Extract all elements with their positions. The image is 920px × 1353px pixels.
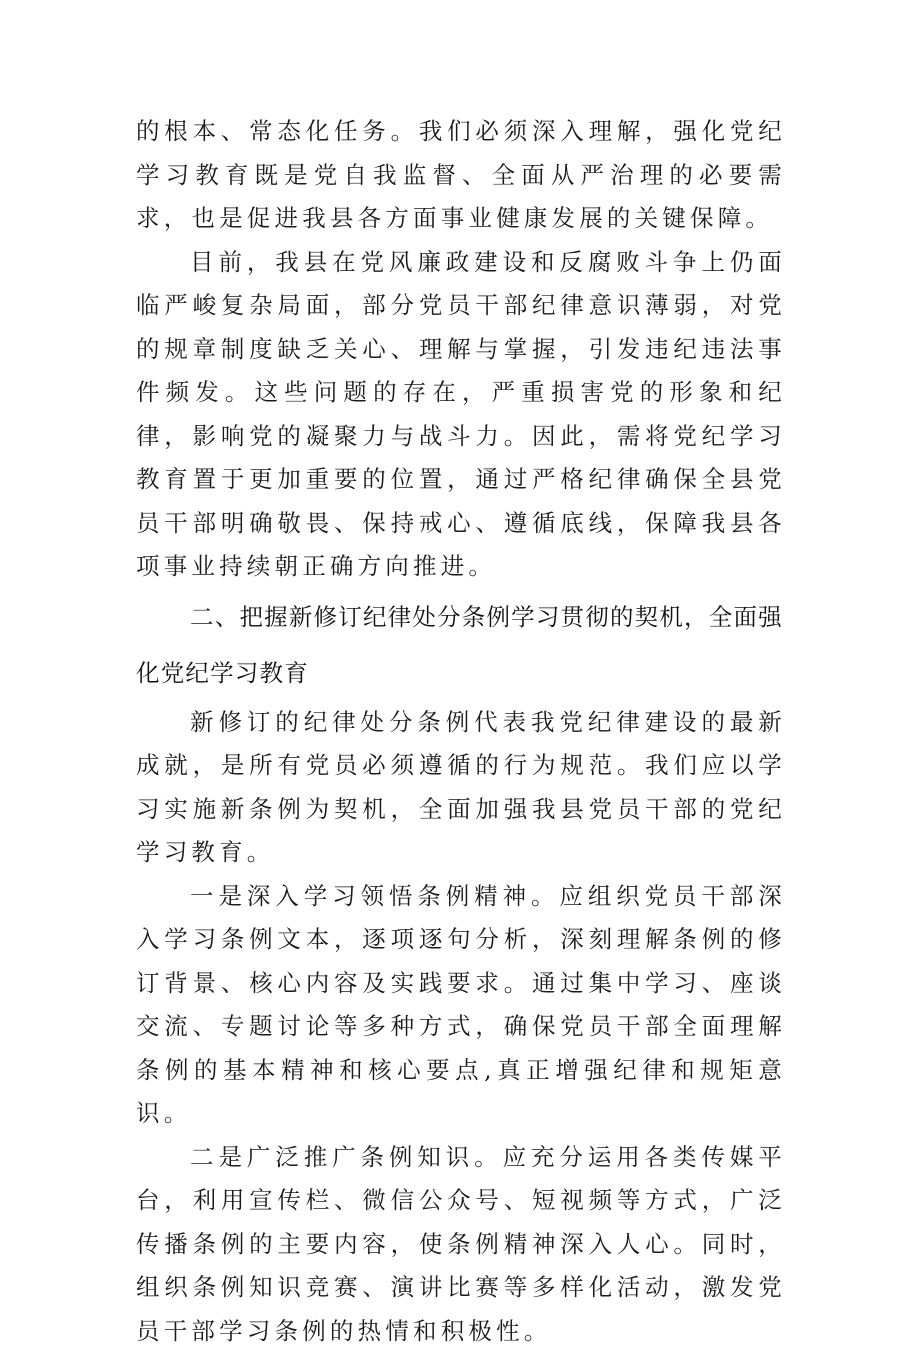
paragraph-continued: 的根本、常态化任务。我们必须深入理解，强化党纪学习教育既是党自我监督、全面从严治理的必要需求，也是促进我县各方面事业健康发展的关键保障。: [136, 110, 786, 241]
paragraph-current-situation: 目前，我县在党风廉政建设和反腐败斗争上仍面临严峻复杂局面，部分党员干部纪律意识薄弱，对党的规章制度缺乏关心、理解与掌握，引发违纪违法事件频发。这些问题的存在，严重损害党的形象和纪律，影响党的凝聚力与战斗力。因此，需将党纪学习教育置于更加重要的位置，通过严格纪律确保全县党员干部明确敬畏、保持戒心、遵循底线，保障我县各项事业持续朝正确方向推进。: [136, 241, 786, 589]
paragraph-section-intro: 新修订的纪律处分条例代表我党纪律建设的最新成就，是所有党员必须遵循的行为规范。我们应以学习实施新条例为契机，全面加强我县党员干部的党纪学习教育。: [136, 701, 786, 875]
paragraph-point-one: 一是深入学习领悟条例精神。应组织党员干部深入学习条例文本，逐项逐句分析，深刻理解条例的修订背景、核心内容及实践要求。通过集中学习、座谈交流、专题讨论等多种方式，确保党员干部全面理解条例的基本精神和核心要点,真正增强纪律和规矩意识。: [136, 875, 786, 1136]
section-heading: 二、把握新修订纪律处分条例学习贯彻的契机，全面强化党纪学习教育: [136, 589, 786, 701]
paragraph-point-two: 二是广泛推广条例知识。应充分运用各类传媒平台，利用宣传栏、微信公众号、短视频等方式，广泛传播条例的主要内容，使条例精神深入人心。同时，组织条例知识竞赛、演讲比赛等多样化活动，激发党员干部学习条例的热情和积极性。: [136, 1136, 786, 1353]
document-body: [136, 110, 786, 1353]
